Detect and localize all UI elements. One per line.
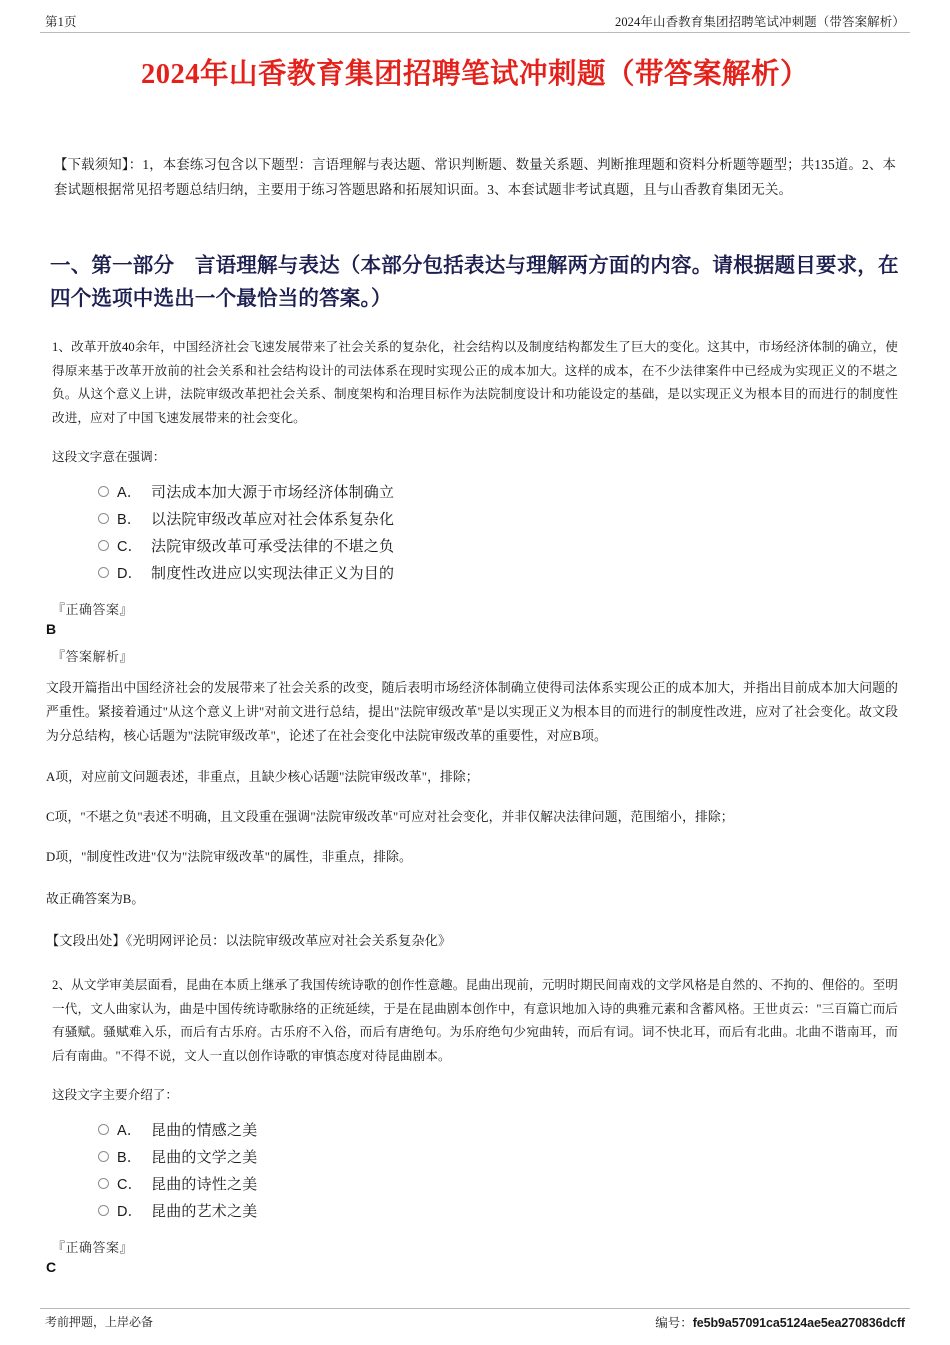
radio-button-icon[interactable] xyxy=(98,1151,109,1162)
analysis-paragraph: 文段开篇指出中国经济社会的发展带来了社会关系的改变，随后表明市场经济体制确立使得司法体系实现公正的成本加大，并指出目前成本加大问题的严重性。紧接着通过"从这个意义上讲"对前文进行总结，提出"法院审级改革"是以实现正义为根本目的而进行的制度性改进，应对了社会变化。故文段为分总结构，核心话题为"法院审级改革"，论述了在社会变化中法院审级改革的重要性，对应B项。 xyxy=(46,681,898,743)
analysis-item-d: D项，"制度性改进"仅为"法院审级改革"的属性，非重点，排除。 xyxy=(46,850,412,864)
running-title: 2024年山香教育集团招聘笔试冲刺题（带答案解析） xyxy=(614,15,905,29)
radio-button-icon[interactable] xyxy=(98,540,109,551)
option-c[interactable] xyxy=(98,532,910,559)
analysis-item-a: A项，对应前文问题表述，非重点，且缺少核心话题"法院审级改革"，排除； xyxy=(46,770,479,784)
option-letter: D． xyxy=(117,1204,143,1220)
option-d[interactable] xyxy=(98,559,910,586)
radio-button-icon[interactable] xyxy=(98,513,109,524)
question-stem: 2、从文学审美层面看，昆曲在本质上继承了我国传统诗歌的创作性意趣。昆曲出现前，元明时期民间南戏的文学风格是自然的、不拘的、俚俗的。至明一代，文人曲家认为，曲是中国传统诗歌脉络的正统延续，于是在昆曲剧本创作中，有意识地加入诗的典雅元素和含蓄风格。王世贞云："三百篇亡而后有骚赋。骚赋难入乐，而后有古乐府。古乐府不入俗，而后有唐绝句。为乐府绝句少宛曲转，而后有词。词不快北耳，而后有北曲。北曲不谐南耳，而后有南曲。"不得不说，文人一直以创作诗歌的审慎态度对待昆曲剧本。 xyxy=(52,978,898,1063)
option-letter: A． xyxy=(117,1123,142,1139)
analysis-label: 『答案解析』 xyxy=(52,649,134,664)
option-letter: C． xyxy=(117,1177,143,1193)
footer-code-value: fe5b9a57091ca5124ae5ea270836dcff xyxy=(692,1316,905,1330)
question-prompt: 这段文字主要介绍了： xyxy=(52,1088,178,1102)
footer-slogan: 考前押题，上岸必备 xyxy=(45,1315,154,1329)
option-c[interactable] xyxy=(98,1170,910,1197)
option-label: 制度性改进应以实现法律正义为目的 xyxy=(151,566,395,582)
option-b[interactable] xyxy=(98,505,910,532)
option-letter: B． xyxy=(117,1150,142,1166)
download-notice: 【下载须知】：1，本套练习包含以下题型：言语理解与表达题、常识判断题、数量关系题、判断推理题和资料分析题等题型；共135道。2、本套试题根据常见招考题总结归纳，主要用于练习答题思路和拓展知识面。3、本套试题非考试真题，且与山香教育集团无关。 xyxy=(54,157,896,197)
option-label: 法院审级改革可承受法律的不堪之负 xyxy=(151,539,395,555)
radio-button-icon[interactable] xyxy=(98,1178,109,1189)
page-title: 2024年山香教育集团招聘笔试冲刺题（带答案解析） xyxy=(140,59,809,90)
option-label: 昆曲的文学之美 xyxy=(151,1150,258,1166)
question-stem: 1、改革开放40余年，中国经济社会飞速发展带来了社会关系的复杂化，社会结构以及制度结构都发生了巨大的变化。这其中，市场经济体制的确立，使得原来基于改革开放前的社会关系和社会结构设计的司法体系在现时实现公正的成本加大。这样的成本，在不少法律案件中已经成为实现正义的不堪之负。从这个意义上讲，法院审级改革把社会关系、制度架构和治理目标作为法院制度设计和功能设定的基础，是以实现正义为根本目的而进行的制度性改进，应对了中国飞速发展带来的社会变化。 xyxy=(52,340,898,425)
option-list xyxy=(40,1116,910,1224)
question-block xyxy=(40,336,910,952)
option-b[interactable] xyxy=(98,1143,910,1170)
option-letter: B． xyxy=(117,512,142,528)
correct-answer-label: 『正确答案』 xyxy=(52,602,134,617)
radio-button-icon[interactable] xyxy=(98,486,109,497)
option-label: 昆曲的诗性之美 xyxy=(151,1177,258,1193)
radio-button-icon[interactable] xyxy=(98,1124,109,1135)
correct-answer-label: 『正确答案』 xyxy=(52,1240,134,1255)
option-label: 昆曲的艺术之美 xyxy=(151,1204,258,1220)
radio-button-icon[interactable] xyxy=(98,567,109,578)
footer-code xyxy=(655,1313,905,1331)
option-label: 司法成本加大源于市场经济体制确立 xyxy=(151,485,395,501)
analysis-conclusion: 故正确答案为B。 xyxy=(46,892,145,906)
page-number-label: 第1页 xyxy=(45,15,77,29)
question-block xyxy=(40,974,910,1277)
option-a[interactable] xyxy=(98,1116,910,1143)
footer-code-label: 编号： xyxy=(655,1316,693,1330)
option-d[interactable] xyxy=(98,1197,910,1224)
question-prompt: 这段文字意在强调： xyxy=(52,450,166,464)
option-letter: A． xyxy=(117,485,142,501)
radio-button-icon[interactable] xyxy=(98,1205,109,1216)
section-heading-part-one: 一、第一部分 言语理解与表达（本部分包括表达与理解两方面的内容。请根据题目要求，在四个选项中选出一个最恰当的答案。） xyxy=(50,255,899,310)
option-letter: D． xyxy=(117,566,143,582)
option-list xyxy=(40,478,910,586)
analysis-item-c: C项，"不堪之负"表述不明确，且文段重在强调"法院审级改革"可应对社会变化，并非仅解决法律问题，范围缩小，排除； xyxy=(46,810,734,824)
correct-answer-value: C xyxy=(46,1259,57,1275)
page-footer xyxy=(40,1308,910,1331)
option-label: 昆曲的情感之美 xyxy=(151,1123,258,1139)
option-letter: C． xyxy=(117,539,143,555)
option-label: 以法院审级改革应对社会体系复杂化 xyxy=(151,512,395,528)
page-header xyxy=(40,0,910,33)
option-a[interactable] xyxy=(98,478,910,505)
analysis-source: 【文段出处】《光明网评论员：以法院审级改革应对社会关系复杂化》 xyxy=(46,933,452,948)
correct-answer-value: B xyxy=(46,621,57,637)
